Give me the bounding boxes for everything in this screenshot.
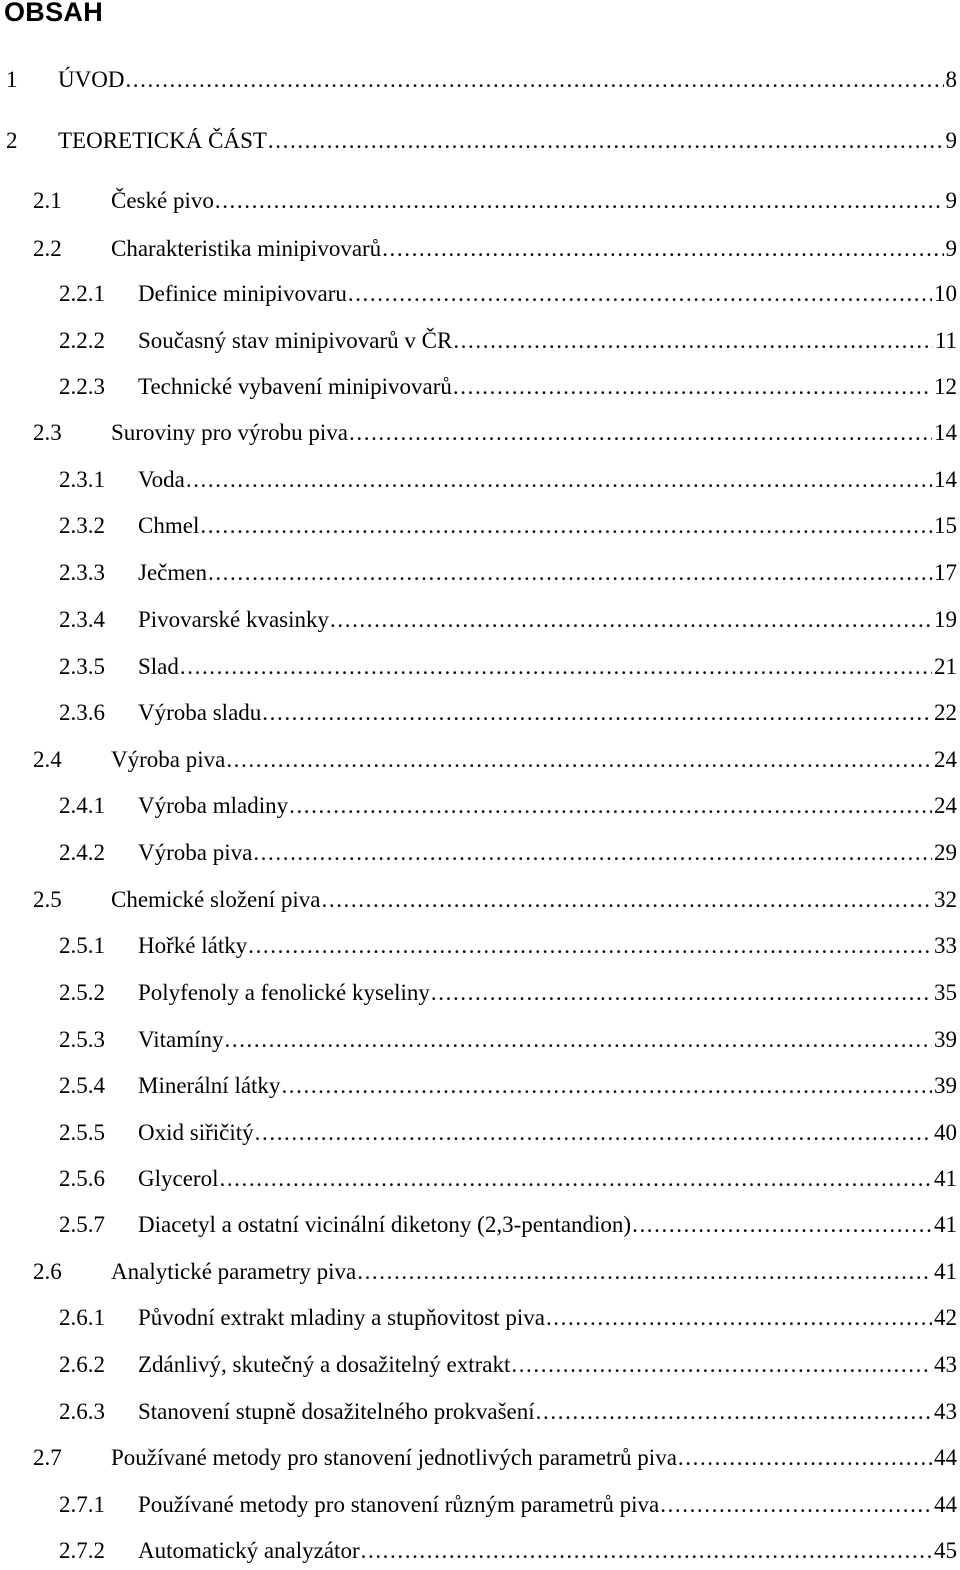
toc-entry-page: 44	[934, 1445, 957, 1470]
toc-entry[interactable]	[0, 882, 957, 914]
toc-entry-label: Stanovení stupně dosažitelného prokvašení	[138, 1399, 535, 1424]
toc-entry-number: 2.3.5	[59, 654, 105, 679]
toc-entry-label: Výroba piva	[138, 840, 253, 865]
toc-entry[interactable]	[0, 1394, 957, 1426]
toc-leader-dots	[180, 653, 932, 681]
toc-entry-number: 2.5	[33, 887, 62, 912]
toc-leader-dots	[255, 1119, 932, 1147]
toc-entry-page: 24	[934, 747, 957, 772]
toc-leader-dots	[511, 1351, 932, 1379]
toc-entry-label: Výroba mladiny	[138, 793, 289, 818]
toc-entry-label: České pivo	[111, 188, 214, 213]
toc-entry-page: 32	[934, 887, 957, 912]
page-title: OBSAH	[4, 0, 104, 27]
toc-entry-number: 1	[6, 67, 18, 92]
toc-leader-dots	[208, 559, 932, 587]
toc-entry-page: 35	[934, 980, 957, 1005]
toc-entry-number: 2.7.1	[59, 1492, 105, 1517]
toc-entry-label: Zdánlivý, skutečný a dosažitelný extrakt	[138, 1352, 511, 1377]
toc-leader-dots	[219, 1165, 932, 1193]
toc-entry-label: Oxid siřičitý	[138, 1120, 254, 1145]
toc-entry[interactable]	[0, 462, 957, 494]
toc-entry-page: 14	[934, 467, 957, 492]
toc-entry-label: Chemické složení piva	[111, 887, 321, 912]
toc-entry-number: 2.5.7	[59, 1212, 105, 1237]
toc-entry-number: 2.2	[33, 236, 62, 261]
toc-entry-page: 9	[945, 128, 957, 153]
toc-entry-number: 2.6	[33, 1259, 62, 1284]
toc-leader-dots	[330, 606, 932, 634]
toc-leader-dots	[536, 1398, 932, 1426]
toc-entry[interactable]	[0, 1440, 957, 1472]
toc-entry-page: 21	[934, 654, 957, 679]
toc-entry-number: 2.7	[33, 1445, 62, 1470]
toc-leader-dots	[660, 1491, 932, 1519]
toc-entry[interactable]	[0, 602, 957, 634]
toc-entry-page: 41	[934, 1212, 957, 1237]
toc-entry-label: Glycerol	[138, 1166, 219, 1191]
toc-entry[interactable]	[0, 1115, 957, 1147]
toc-entry-label: Automatický analyzátor	[138, 1538, 360, 1563]
toc-entry[interactable]	[0, 1347, 957, 1379]
toc-entry-label: Polyfenoly a fenolické kyseliny	[138, 980, 430, 1005]
toc-entry-number: 2.5.1	[59, 933, 105, 958]
toc-entry-page: 45	[934, 1538, 957, 1563]
toc-leader-dots	[253, 839, 932, 867]
toc-leader-dots	[382, 235, 943, 263]
toc-entry-page: 33	[934, 933, 957, 958]
toc-entry-number: 2.7.2	[59, 1538, 105, 1563]
toc-entry[interactable]	[0, 742, 957, 774]
toc-entry-label: Hořké látky	[138, 933, 248, 958]
toc-entry-page: 39	[934, 1027, 957, 1052]
toc-entry-number: 2.5.3	[59, 1027, 105, 1052]
toc-entry-label: Pivovarské kvasinky	[138, 607, 330, 632]
toc-entry-label: Voda	[138, 467, 185, 492]
toc-entry-label: Definice minipivovaru	[138, 281, 347, 306]
toc-leader-dots	[357, 1258, 932, 1286]
toc-entry-label: ÚVOD	[58, 67, 125, 92]
toc-leader-dots	[431, 979, 932, 1007]
toc-entry-label: Výroba sladu	[138, 700, 262, 725]
toc-entry-label: Minerální látky	[138, 1073, 281, 1098]
toc-entry[interactable]	[0, 1533, 957, 1565]
toc-entry-number: 2.4.1	[59, 793, 105, 818]
toc-entry-page: 19	[934, 607, 957, 632]
toc-entry-page: 44	[934, 1492, 957, 1517]
toc-entry[interactable]	[0, 415, 957, 447]
toc-entry-number: 2.1	[33, 188, 62, 213]
toc-leader-dots	[361, 1537, 932, 1565]
toc-entry[interactable]	[0, 928, 957, 960]
toc-entry-label: Současný stav minipivovarů v ČR	[138, 328, 453, 353]
toc-entry-number: 2	[6, 128, 18, 153]
toc-entry-page: 42	[934, 1305, 957, 1330]
toc-entry-number: 2.3.6	[59, 700, 105, 725]
toc-entry-number: 2.2.3	[59, 374, 105, 399]
toc-entry-label: Diacetyl a ostatní vicinální diketony (2,3-pentandion)	[138, 1212, 632, 1237]
toc-leader-dots	[322, 886, 933, 914]
toc-leader-dots	[349, 419, 932, 447]
toc-entry[interactable]	[0, 1254, 957, 1286]
toc-entry-label: Suroviny pro výrobu piva	[111, 420, 349, 445]
toc-entry[interactable]	[0, 649, 957, 681]
toc-entry[interactable]	[0, 695, 957, 727]
toc-entry-page: 41	[934, 1259, 957, 1284]
toc-entry-page: 41	[934, 1166, 957, 1191]
toc-entry[interactable]	[0, 323, 957, 355]
toc-leader-dots	[453, 327, 933, 355]
toc-entry-label: Výroba piva	[111, 747, 226, 772]
toc-entry-number: 2.3.1	[59, 467, 105, 492]
toc-entry-number: 2.6.1	[59, 1305, 105, 1330]
toc-entry-number: 2.3.2	[59, 513, 105, 538]
toc-entry-label: TEORETICKÁ ČÁST	[58, 128, 267, 153]
toc-leader-dots	[678, 1444, 932, 1472]
toc-leader-dots	[215, 187, 944, 215]
toc-leader-dots	[200, 512, 932, 540]
toc-entry-number: 2.4.2	[59, 840, 105, 865]
toc-entry[interactable]	[0, 62, 957, 94]
toc-entry-page: 17	[934, 560, 957, 585]
toc-entry-label: Technické vybavení minipivovarů	[138, 374, 452, 399]
toc-leader-dots	[281, 1072, 932, 1100]
toc-entry-page: 43	[934, 1352, 957, 1377]
toc-entry[interactable]	[0, 1300, 957, 1332]
toc-entry-page: 15	[934, 513, 957, 538]
toc-entry-label: Používané metody pro stanovení jednotlivých parametrů piva	[111, 1445, 677, 1470]
toc-entry[interactable]	[0, 123, 957, 155]
toc-entry-number: 2.2.2	[59, 328, 105, 353]
toc-entry-number: 2.5.6	[59, 1166, 105, 1191]
toc-entry-number: 2.3	[33, 420, 62, 445]
toc-entry-number: 2.2.1	[59, 281, 105, 306]
toc-leader-dots	[453, 373, 932, 401]
toc-entry-page: 8	[945, 67, 957, 92]
toc-entry[interactable]	[0, 1207, 957, 1239]
toc-leader-dots	[225, 1026, 933, 1054]
toc-entry-label: Původní extrakt mladiny a stupňovitost piva	[138, 1305, 545, 1330]
toc-entry-label: Vitamíny	[138, 1027, 224, 1052]
toc-entry[interactable]	[0, 1022, 957, 1054]
toc-entry-page: 9	[945, 188, 957, 213]
toc-entry[interactable]	[0, 835, 957, 867]
toc-leader-dots	[632, 1211, 932, 1239]
toc-entry-label: Ječmen	[138, 560, 207, 585]
toc-entry[interactable]	[0, 1161, 957, 1193]
toc-entry-page: 12	[934, 374, 957, 399]
toc-entry[interactable]	[0, 975, 957, 1007]
toc-entry[interactable]	[0, 788, 957, 820]
toc-entry-page: 11	[934, 328, 957, 353]
toc-entry-number: 2.4	[33, 747, 62, 772]
toc-entry-number: 2.5.4	[59, 1073, 105, 1098]
toc-entry-page: 22	[934, 700, 957, 725]
toc-entry-page: 39	[934, 1073, 957, 1098]
toc-entry[interactable]	[0, 183, 957, 215]
toc-entry-page: 40	[934, 1120, 957, 1145]
toc-entry[interactable]	[0, 369, 957, 401]
toc-leader-dots	[289, 792, 932, 820]
toc-leader-dots	[262, 699, 932, 727]
toc-entry-number: 2.6.3	[59, 1399, 105, 1424]
toc-entry-label: Slad	[138, 654, 179, 679]
toc-entry-page: 14	[934, 420, 957, 445]
toc-leader-dots	[226, 746, 932, 774]
toc-entry[interactable]	[0, 508, 957, 540]
toc-entry-label: Chmel	[138, 513, 200, 538]
toc-entry-number: 2.3.4	[59, 607, 105, 632]
toc-entry-label: Analytické parametry piva	[111, 1259, 357, 1284]
toc-entry-page: 9	[945, 236, 957, 261]
toc-leader-dots	[125, 66, 943, 94]
toc-entry-number: 2.5.2	[59, 980, 105, 1005]
toc-entry[interactable]	[0, 276, 957, 308]
toc-entry-label: Používané metody pro stanovení různým parametrů piva	[138, 1492, 660, 1517]
toc-leader-dots	[248, 932, 932, 960]
toc-entry-page: 24	[934, 793, 957, 818]
toc-entry-page: 29	[934, 840, 957, 865]
toc-leader-dots	[268, 127, 944, 155]
toc-entry[interactable]	[0, 1068, 957, 1100]
toc-entry[interactable]	[0, 1487, 957, 1519]
toc-leader-dots	[546, 1304, 932, 1332]
toc-entry[interactable]	[0, 231, 957, 263]
toc-entry-page: 43	[934, 1399, 957, 1424]
toc-entry-number: 2.5.5	[59, 1120, 105, 1145]
toc-entry-page: 10	[934, 281, 957, 306]
toc-entry-number: 2.6.2	[59, 1352, 105, 1377]
toc-entry-number: 2.3.3	[59, 560, 105, 585]
toc-leader-dots	[348, 280, 932, 308]
toc-entry-label: Charakteristika minipivovarů	[111, 236, 382, 261]
toc-leader-dots	[186, 466, 932, 494]
toc-entry[interactable]	[0, 555, 957, 587]
